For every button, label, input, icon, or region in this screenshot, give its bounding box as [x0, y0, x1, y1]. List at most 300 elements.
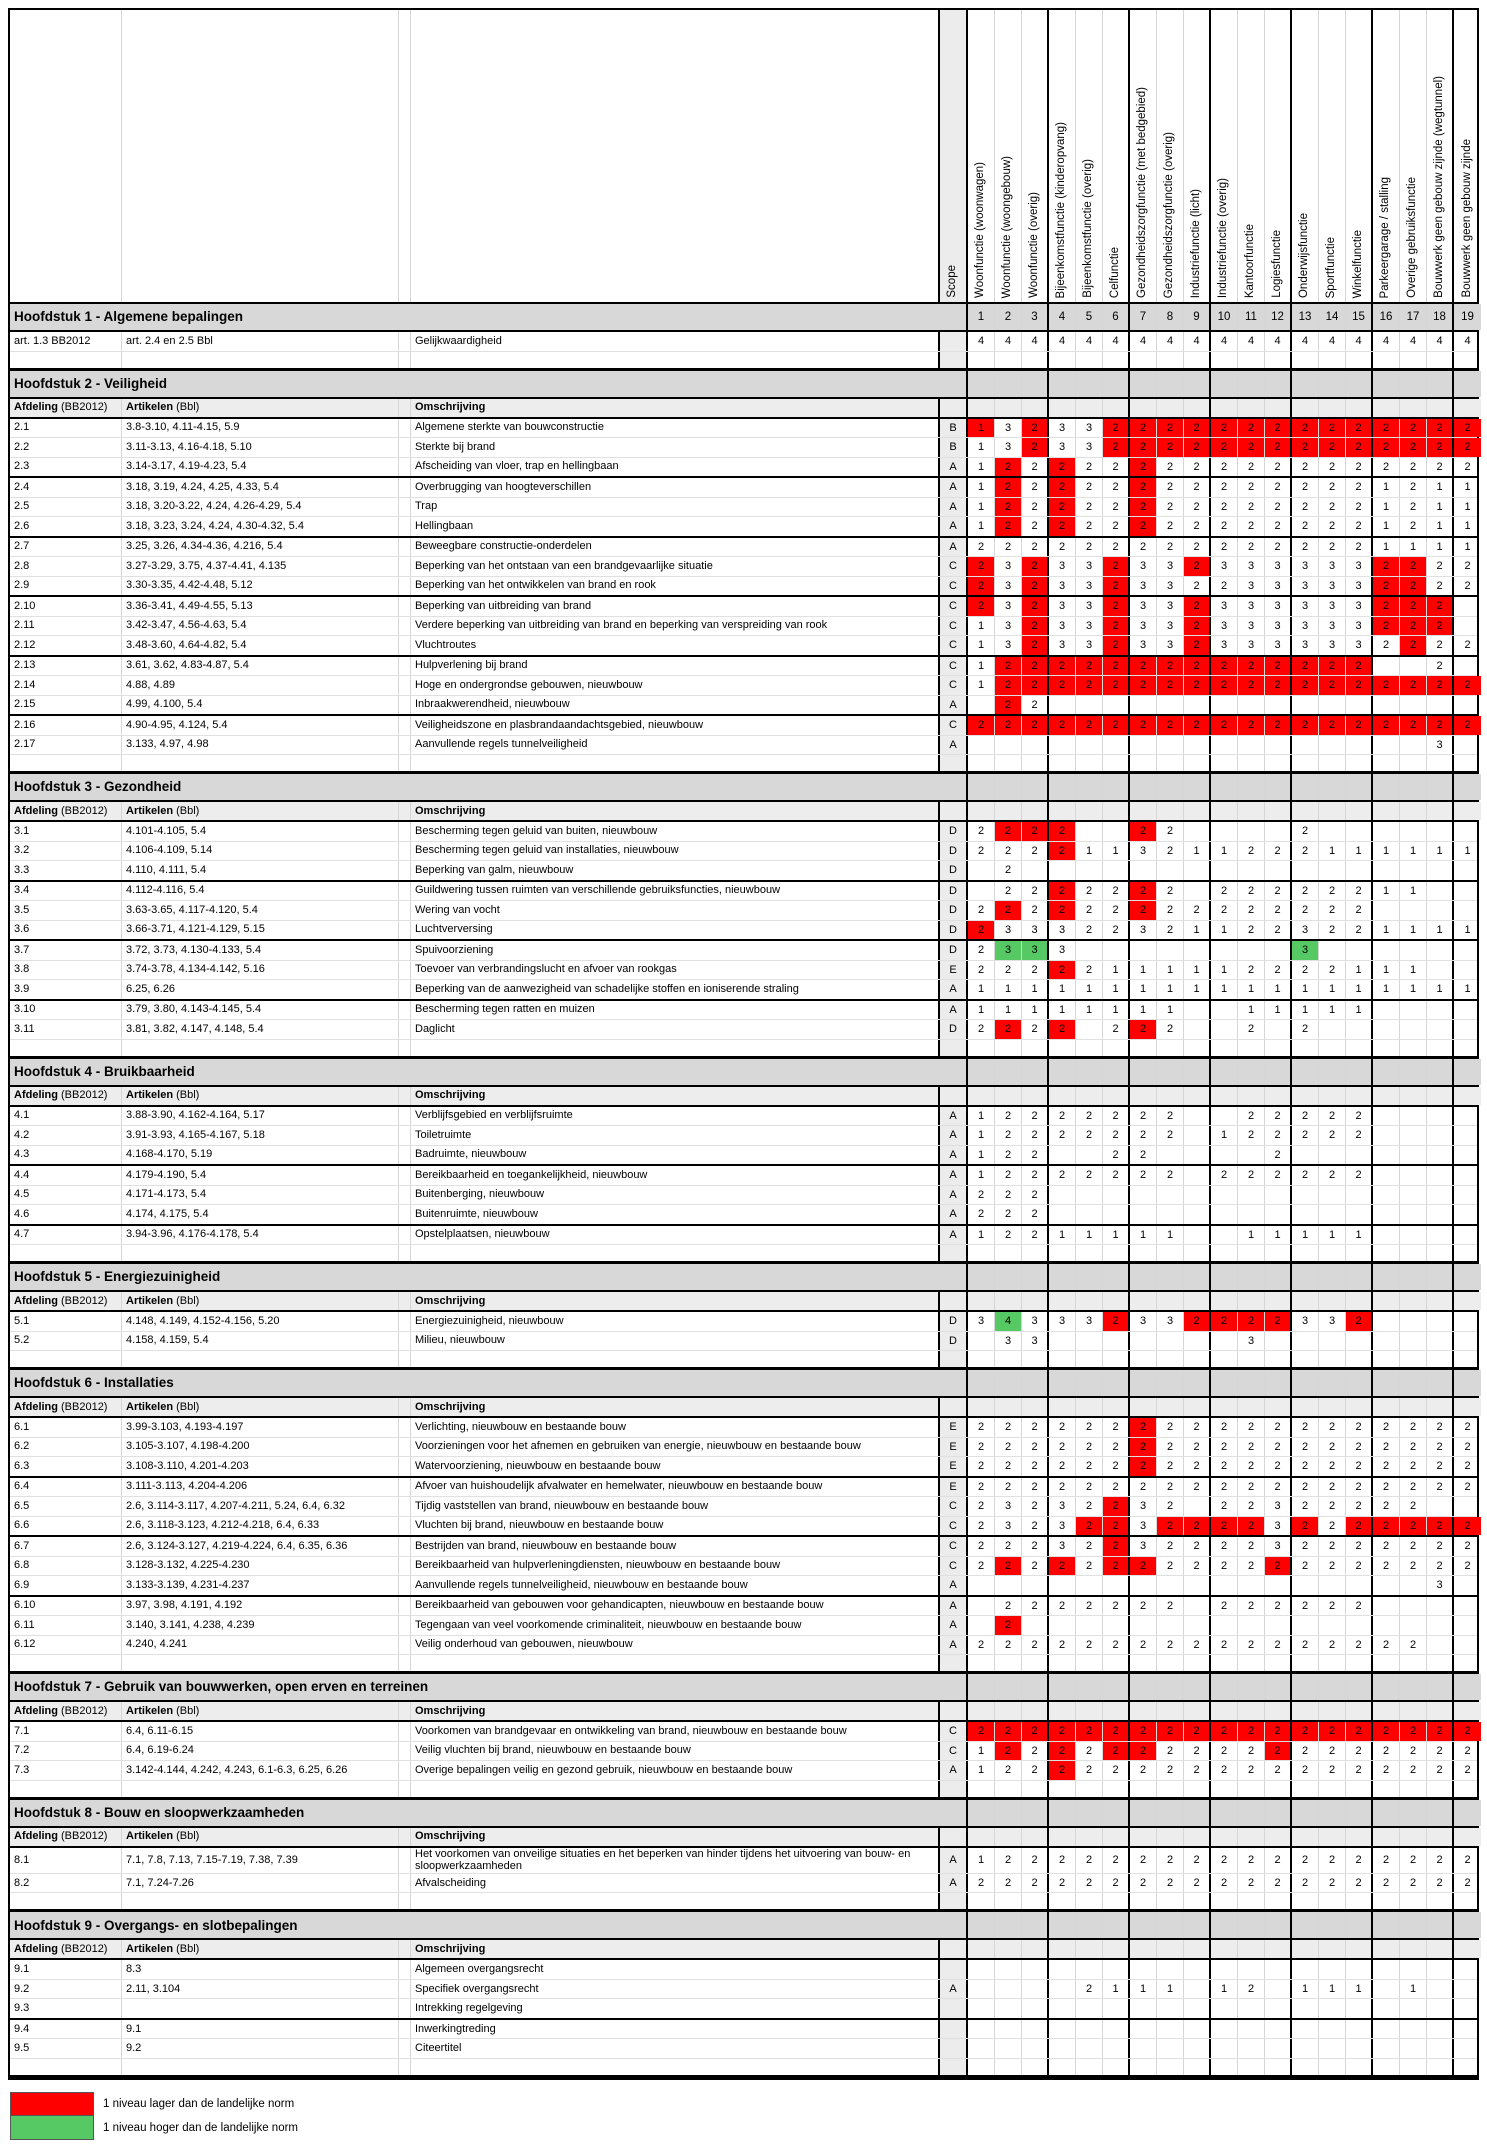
value-cell: [1400, 1312, 1427, 1331]
omschrijving-cell: Daglicht: [411, 1020, 940, 1039]
value-cell: 2: [1103, 1742, 1130, 1761]
gap-cell: [399, 861, 411, 880]
value-cell: 2: [1049, 1742, 1076, 1761]
value-cell: [1022, 1893, 1049, 1909]
value-cell: [1265, 755, 1292, 771]
value-cell: 2: [1292, 1457, 1319, 1476]
value-cell: 2: [1103, 676, 1130, 695]
value-cell: [1319, 1087, 1346, 1105]
afdeling-header: [10, 1940, 122, 1958]
value-cell: [1076, 1020, 1103, 1039]
omschrijving-cell: Veilig onderhoud van gebouwen, nieuwbouw: [411, 1636, 940, 1655]
value-cell: 2: [1076, 538, 1103, 557]
afdeling-cell: 5.2: [10, 1332, 122, 1351]
value-cell: 2: [1157, 1848, 1184, 1873]
value-cell: [1427, 352, 1454, 368]
value-cell: 2: [1103, 458, 1130, 477]
gap-cell: [399, 1418, 411, 1437]
value-cell: 2: [1157, 419, 1184, 438]
afdeling-cell: [10, 1040, 122, 1056]
value-cell: 1: [968, 676, 995, 695]
scope-cell: A: [940, 538, 968, 557]
afdeling-cell: [10, 1655, 122, 1671]
value-cell: [1265, 1940, 1292, 1958]
value-cell: 2: [1346, 676, 1373, 695]
value-cell: [1346, 941, 1373, 960]
value-cell: 1: [1103, 1001, 1130, 1020]
afdeling-header-label: Afdeling: [14, 401, 58, 414]
value-cell: 2: [968, 941, 995, 960]
value-cell: [1427, 1001, 1454, 1020]
value-cell: [1292, 1828, 1319, 1846]
omschrijving-cell: [411, 2059, 940, 2075]
value-cell: [1130, 2059, 1157, 2075]
value-cell: 2: [1238, 1457, 1265, 1476]
value-cell: 2: [1319, 498, 1346, 517]
value-cell: [1130, 1205, 1157, 1224]
value-cell: 2: [1265, 1742, 1292, 1761]
value-cell: [1157, 1999, 1184, 2018]
value-cell: [1400, 1292, 1427, 1310]
omschrijving-header: Omschrijving: [411, 1087, 940, 1105]
value-cell: [1076, 1332, 1103, 1351]
value-cell: [1211, 1186, 1238, 1205]
gap-cell: [399, 1166, 411, 1185]
value-cell: 2: [1238, 1166, 1265, 1185]
value-cell: 2: [1400, 1517, 1427, 1536]
omschrijving-cell: [411, 1655, 940, 1671]
gap-cell: [399, 755, 411, 771]
afdeling-cell: 3.2: [10, 842, 122, 861]
value-cell: 2: [1103, 1722, 1130, 1741]
artikelen-cell: 4.99, 4.100, 5.4: [122, 696, 399, 715]
value-cell: 2: [1427, 419, 1454, 438]
gap-cell: [399, 1205, 411, 1224]
omschrijving-cell: Veiligheidszone en plasbrandaandachtsgebied, nieuwbouw: [411, 716, 940, 735]
value-cell: [1157, 736, 1184, 755]
afdeling-cell: 2.1: [10, 419, 122, 438]
value-cell: [1211, 1245, 1238, 1261]
value-cell: [1346, 774, 1373, 800]
scope-cell: A: [940, 1126, 968, 1145]
omschrijving-cell: Overbrugging van hoogteverschillen: [411, 478, 940, 497]
value-cell: 2: [1184, 557, 1211, 576]
chapter-header-row: [10, 1912, 1477, 1940]
value-cell: [1373, 941, 1400, 960]
value-cell: [1049, 1186, 1076, 1205]
column-header-14: [1319, 10, 1346, 302]
table-row: [10, 332, 1477, 352]
value-cell: [1076, 755, 1103, 771]
artikelen-header-label: Artikelen: [126, 1089, 174, 1102]
value-cell: 2: [1238, 842, 1265, 861]
value-cell: 1: [1346, 1226, 1373, 1245]
value-cell: [1211, 1264, 1238, 1290]
value-cell: 2: [1184, 597, 1211, 616]
value-cell: 3: [995, 617, 1022, 636]
value-cell: [1400, 371, 1427, 397]
gap-cell: [399, 676, 411, 695]
value-cell: [1103, 802, 1130, 820]
gap-cell: [399, 961, 411, 980]
column-header-label: Woonfunctie (woongebouw): [1001, 155, 1014, 298]
value-cell: 1: [1427, 538, 1454, 557]
gap-cell: [399, 1940, 411, 1958]
value-cell: 2: [995, 1226, 1022, 1245]
value-cell: [1103, 352, 1130, 368]
value-cell: 2: [1373, 1537, 1400, 1556]
value-cell: [1319, 1059, 1346, 1085]
value-cell: 2: [1346, 1722, 1373, 1741]
value-cell: 1: [1373, 980, 1400, 999]
value-cell: 2: [1265, 716, 1292, 735]
value-cell: 1: [1103, 1980, 1130, 1999]
value-cell: [1265, 1020, 1292, 1039]
value-cell: 3: [1049, 597, 1076, 616]
value-cell: 2: [995, 1616, 1022, 1635]
scope-cell: [940, 1245, 968, 1261]
value-cell: 4: [1184, 332, 1211, 351]
value-cell: 2: [1373, 1478, 1400, 1497]
table-row: [10, 822, 1477, 842]
value-cell: 2: [1022, 1226, 1049, 1245]
value-cell: 2: [968, 597, 995, 616]
value-cell: [1157, 1940, 1184, 1958]
value-cell: [1211, 1107, 1238, 1126]
table-row: [10, 1597, 1477, 1617]
value-cell: [1454, 1497, 1481, 1516]
gap-cell: [399, 2059, 411, 2075]
value-cell: [1157, 755, 1184, 771]
omschrijving-cell: Specifiek overgangsrecht: [411, 1980, 940, 1999]
value-cell: 1: [1211, 1980, 1238, 1999]
value-cell: [1400, 1370, 1427, 1396]
value-cell: 2: [1400, 1457, 1427, 1476]
value-cell: [1319, 2059, 1346, 2075]
value-cell: 2: [1049, 842, 1076, 861]
value-cell: 2: [1184, 1742, 1211, 1761]
value-cell: 2: [1157, 1742, 1184, 1761]
value-cell: [1292, 1370, 1319, 1396]
value-cell: [1373, 1312, 1400, 1331]
value-cell: 2: [1373, 1517, 1400, 1536]
afdeling-header-label: Afdeling: [14, 1089, 58, 1102]
value-cell: [1319, 352, 1346, 368]
table-row: [10, 538, 1477, 558]
value-cell: [1211, 1205, 1238, 1224]
value-cell: [1130, 1087, 1157, 1105]
scope-cell: [940, 2039, 968, 2058]
value-cell: 2: [1292, 1166, 1319, 1185]
value-cell: [1184, 1292, 1211, 1310]
value-cell: 2: [1400, 1557, 1427, 1576]
value-cell: [1373, 755, 1400, 771]
value-cell: [1130, 861, 1157, 880]
scope-cell: D: [940, 861, 968, 880]
artikelen-cell: 3.18, 3.19, 4.24, 4.25, 4.33, 5.4: [122, 478, 399, 497]
omschrijving-cell: Beperking van uitbreiding van brand: [411, 597, 940, 616]
value-cell: [1427, 1312, 1454, 1331]
value-cell: [1400, 1781, 1427, 1797]
artikelen-cell: [122, 1655, 399, 1671]
value-cell: 2: [995, 961, 1022, 980]
value-cell: [1265, 1616, 1292, 1635]
value-cell: 1: [1400, 882, 1427, 901]
scope-cell: [940, 1398, 968, 1416]
value-cell: 2: [1265, 1146, 1292, 1165]
value-cell: 1: [1022, 1001, 1049, 1020]
value-cell: [1400, 1020, 1427, 1039]
value-cell: 1: [1265, 980, 1292, 999]
value-cell: 3: [1346, 597, 1373, 616]
afdeling-header: [10, 1828, 122, 1846]
value-cell: 2: [1103, 1636, 1130, 1655]
afdeling-cell: 3.11: [10, 1020, 122, 1039]
value-cell: [1022, 1040, 1049, 1056]
value-cell: 2: [1076, 1166, 1103, 1185]
value-cell: [1157, 1245, 1184, 1261]
value-cell: 2: [1184, 498, 1211, 517]
value-cell: [995, 1398, 1022, 1416]
table-row: [10, 1020, 1477, 1040]
value-cell: 2: [1130, 1457, 1157, 1476]
afdeling-cell: 2.14: [10, 676, 122, 695]
value-cell: 3: [1049, 577, 1076, 596]
chapter-block: [10, 304, 1477, 371]
table-row: [10, 478, 1477, 498]
value-cell: [1265, 1186, 1292, 1205]
value-cell: 2: [1049, 1722, 1076, 1741]
value-cell: [1373, 1597, 1400, 1616]
gap-cell: [399, 538, 411, 557]
value-cell: 2: [1076, 1742, 1103, 1761]
value-cell: 2: [1427, 458, 1454, 477]
value-cell: 4: [1049, 304, 1076, 330]
value-cell: [1373, 1292, 1400, 1310]
artikelen-header-label: Artikelen: [126, 401, 174, 414]
value-cell: 1: [968, 1761, 995, 1780]
legend-item-higher: [10, 2116, 1479, 2140]
value-cell: [968, 1893, 995, 1909]
chapter-title: Hoofdstuk 3 - Gezondheid: [14, 779, 182, 795]
value-cell: [1157, 371, 1184, 397]
value-cell: [1184, 802, 1211, 820]
value-cell: 3: [1049, 1537, 1076, 1556]
value-cell: [1265, 1999, 1292, 2018]
value-cell: [1211, 1800, 1238, 1826]
value-cell: [1427, 1370, 1454, 1396]
value-cell: [1427, 1616, 1454, 1635]
value-cell: 1: [1238, 1001, 1265, 1020]
value-cell: 2: [1319, 1107, 1346, 1126]
value-cell: [1103, 1398, 1130, 1416]
value-cell: 2: [1427, 617, 1454, 636]
scope-cell: [940, 1370, 968, 1396]
gap-cell: [399, 1828, 411, 1846]
value-cell: [1238, 2059, 1265, 2075]
value-cell: [1400, 2039, 1427, 2058]
value-cell: [1022, 371, 1049, 397]
value-cell: [1184, 2059, 1211, 2075]
artikelen-header-note: (Bbl): [176, 1942, 200, 1955]
value-cell: 2: [1157, 1457, 1184, 1476]
value-cell: [1049, 1702, 1076, 1720]
value-cell: [968, 1087, 995, 1105]
value-cell: [1427, 2059, 1454, 2075]
value-cell: 2: [1103, 1848, 1130, 1873]
artikelen-cell: 9.2: [122, 2039, 399, 2058]
column-header-18: [1427, 10, 1454, 302]
value-cell: [1373, 1186, 1400, 1205]
value-cell: 3: [995, 597, 1022, 616]
value-cell: 2: [1292, 438, 1319, 457]
value-cell: 3: [1265, 617, 1292, 636]
value-cell: 2: [1130, 901, 1157, 920]
value-cell: [1400, 941, 1427, 960]
value-cell: 2: [1184, 1636, 1211, 1655]
artikelen-cell: 3.81, 3.82, 4.147, 4.148, 5.4: [122, 1020, 399, 1039]
value-cell: [1238, 1292, 1265, 1310]
value-cell: 2: [1265, 842, 1292, 861]
value-cell: [1211, 696, 1238, 715]
value-cell: 2: [1265, 1636, 1292, 1655]
value-cell: 2: [1211, 1742, 1238, 1761]
artikelen-cell: 2.6, 3.118-3.123, 4.212-4.218, 6.4, 6.33: [122, 1517, 399, 1536]
value-cell: [1211, 371, 1238, 397]
value-cell: 2: [995, 1418, 1022, 1437]
artikelen-cell: 3.79, 3.80, 4.143-4.145, 5.4: [122, 1001, 399, 1020]
value-cell: [1157, 1059, 1184, 1085]
value-cell: 1: [968, 1107, 995, 1126]
value-cell: [1211, 1893, 1238, 1909]
gap-cell: [399, 1960, 411, 1979]
table-row: [10, 1960, 1477, 1980]
scope-cell: A: [940, 736, 968, 755]
legend: [10, 2092, 1479, 2140]
value-cell: [1211, 1146, 1238, 1165]
value-cell: [1400, 736, 1427, 755]
scope-cell: C: [940, 716, 968, 735]
value-cell: 16: [1373, 304, 1400, 330]
afdeling-cell: 6.10: [10, 1597, 122, 1616]
value-cell: 2: [995, 676, 1022, 695]
value-cell: [1103, 941, 1130, 960]
value-cell: [1184, 861, 1211, 880]
value-cell: 2: [968, 1186, 995, 1205]
omschrijving-cell: Beperking van de aanwezigheid van schadelijke stoffen en ioniserende straling: [411, 980, 940, 999]
omschrijving-cell: Badruimte, nieuwbouw: [411, 1146, 940, 1165]
omschrijving-cell: Bereikbaarheid en toegankelijkheid, nieuwbouw: [411, 1166, 940, 1185]
value-cell: [1130, 1781, 1157, 1797]
value-cell: 2: [995, 1205, 1022, 1224]
value-cell: 1: [1427, 517, 1454, 536]
omschrijving-cell: [411, 755, 940, 771]
column-header-16: [1373, 10, 1400, 302]
value-cell: 2: [1049, 1126, 1076, 1145]
afdeling-cell: 4.5: [10, 1186, 122, 1205]
value-cell: [1022, 1398, 1049, 1416]
value-cell: [1454, 2059, 1481, 2075]
value-cell: 2: [1103, 1126, 1130, 1145]
afdeling-cell: 3.10: [10, 1001, 122, 1020]
value-cell: 3: [1292, 1312, 1319, 1331]
value-cell: [1454, 1126, 1481, 1145]
value-cell: 3: [1130, 1537, 1157, 1556]
value-cell: 2: [1346, 1312, 1373, 1331]
value-cell: 2: [1211, 676, 1238, 695]
value-cell: [1292, 1674, 1319, 1700]
value-cell: 2: [1211, 498, 1238, 517]
artikelen-cell: 3.8-3.10, 4.11-4.15, 5.9: [122, 419, 399, 438]
column-header-12: [1265, 10, 1292, 302]
value-cell: [1400, 802, 1427, 820]
value-cell: [1292, 1351, 1319, 1367]
scope-cell: C: [940, 557, 968, 576]
value-cell: 2: [1184, 1848, 1211, 1873]
value-cell: [1265, 1370, 1292, 1396]
column-header-3: [1022, 10, 1049, 302]
value-cell: 2: [995, 1126, 1022, 1145]
gap-cell: [399, 1781, 411, 1797]
corner-gap-cell: [399, 10, 411, 302]
table-row: [10, 980, 1477, 1001]
table-row: [10, 1226, 1477, 1246]
value-cell: [1076, 1940, 1103, 1958]
artikelen-header-label: Artikelen: [126, 1294, 174, 1307]
scope-cell: A: [940, 517, 968, 536]
value-cell: [1454, 597, 1481, 616]
value-cell: 3: [1049, 1497, 1076, 1516]
value-cell: 1: [968, 498, 995, 517]
value-cell: [1454, 1226, 1481, 1245]
value-cell: [968, 1655, 995, 1671]
value-cell: [1184, 941, 1211, 960]
value-cell: [1265, 1893, 1292, 1909]
value-cell: 3: [1076, 557, 1103, 576]
value-cell: [1103, 1264, 1130, 1290]
value-cell: [1103, 1702, 1130, 1720]
table-row: [10, 716, 1477, 736]
value-cell: 2: [1022, 557, 1049, 576]
value-cell: [1346, 1616, 1373, 1635]
value-cell: 2: [1103, 1457, 1130, 1476]
value-cell: 2: [1238, 961, 1265, 980]
value-cell: [1265, 1912, 1292, 1938]
value-cell: 2: [1238, 676, 1265, 695]
value-cell: 2: [1022, 617, 1049, 636]
value-cell: 2: [1022, 1636, 1049, 1655]
value-cell: 1: [968, 1742, 995, 1761]
value-cell: [1454, 1146, 1481, 1165]
value-cell: 2: [1157, 1497, 1184, 1516]
table-row: [10, 696, 1477, 717]
value-cell: [1400, 657, 1427, 676]
value-cell: 1: [995, 980, 1022, 999]
value-cell: 2: [1157, 921, 1184, 940]
value-cell: 2: [1211, 1874, 1238, 1893]
value-cell: [1049, 774, 1076, 800]
value-cell: [1373, 1781, 1400, 1797]
value-cell: [1130, 2020, 1157, 2039]
value-cell: [1292, 802, 1319, 820]
value-cell: [1319, 1940, 1346, 1958]
value-cell: [1238, 1059, 1265, 1085]
value-cell: [1373, 1059, 1400, 1085]
afdeling-cell: 3.4: [10, 882, 122, 901]
value-cell: 2: [1157, 498, 1184, 517]
value-cell: [1022, 1245, 1049, 1261]
value-cell: 2: [1130, 538, 1157, 557]
